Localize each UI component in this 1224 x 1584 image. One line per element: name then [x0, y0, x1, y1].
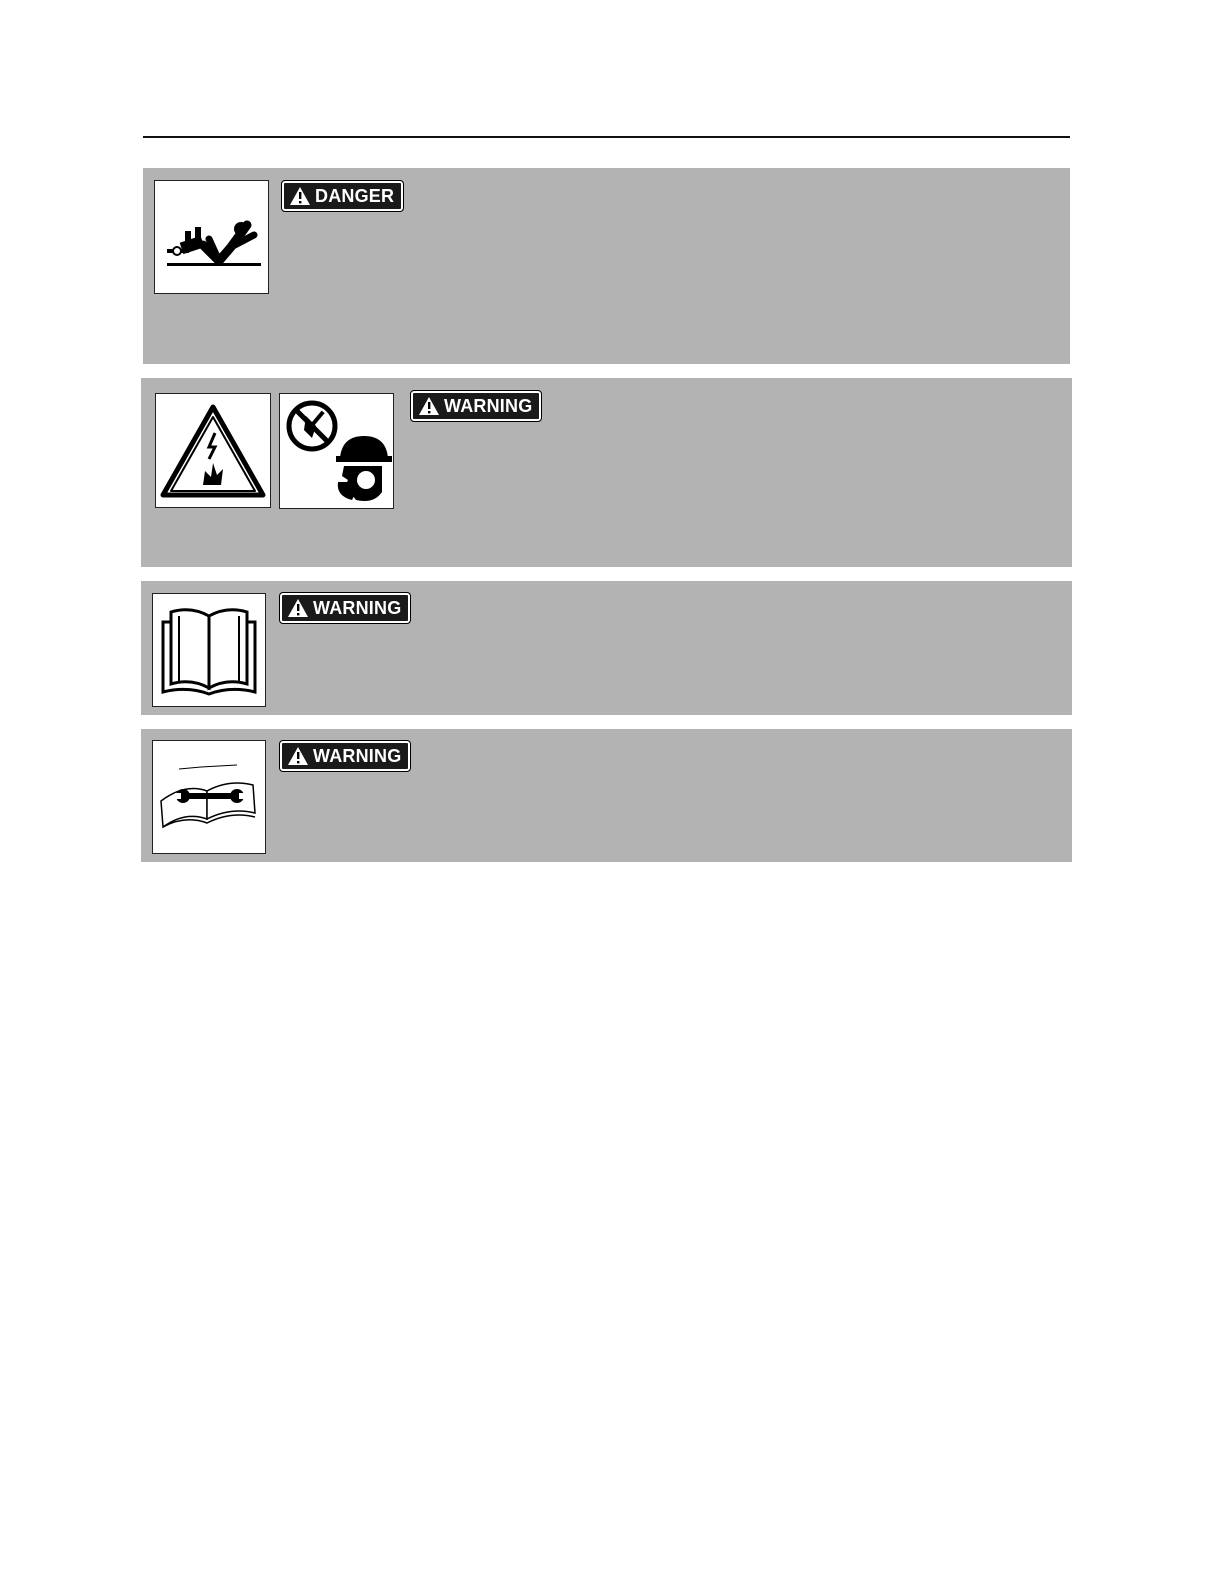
- warning-signal-word: WARNING: [444, 395, 533, 416]
- warning-triangle-icon: [287, 598, 309, 618]
- crushing-hazard-icon: [154, 180, 269, 294]
- danger-badge: [282, 181, 403, 211]
- warning-signal-word: WARNING: [313, 597, 402, 618]
- warning-triangle-icon: [289, 186, 311, 206]
- warning-signal-word: WARNING: [313, 745, 402, 766]
- warning-triangle-icon: [418, 396, 440, 416]
- danger-signal-word: DANGER: [315, 185, 395, 206]
- warning-triangle-icon: [287, 746, 309, 766]
- warning-badge-electric: [411, 391, 541, 421]
- electric-explosion-hazard-icon: [155, 393, 271, 508]
- service-manual-wrench-icon: [152, 740, 266, 854]
- header-rule: [143, 136, 1070, 138]
- read-manual-icon: [152, 593, 266, 707]
- warning-badge-service: [280, 741, 410, 771]
- no-digging-call-utility-icon: [279, 393, 394, 509]
- warning-badge-read-manual: [280, 593, 410, 623]
